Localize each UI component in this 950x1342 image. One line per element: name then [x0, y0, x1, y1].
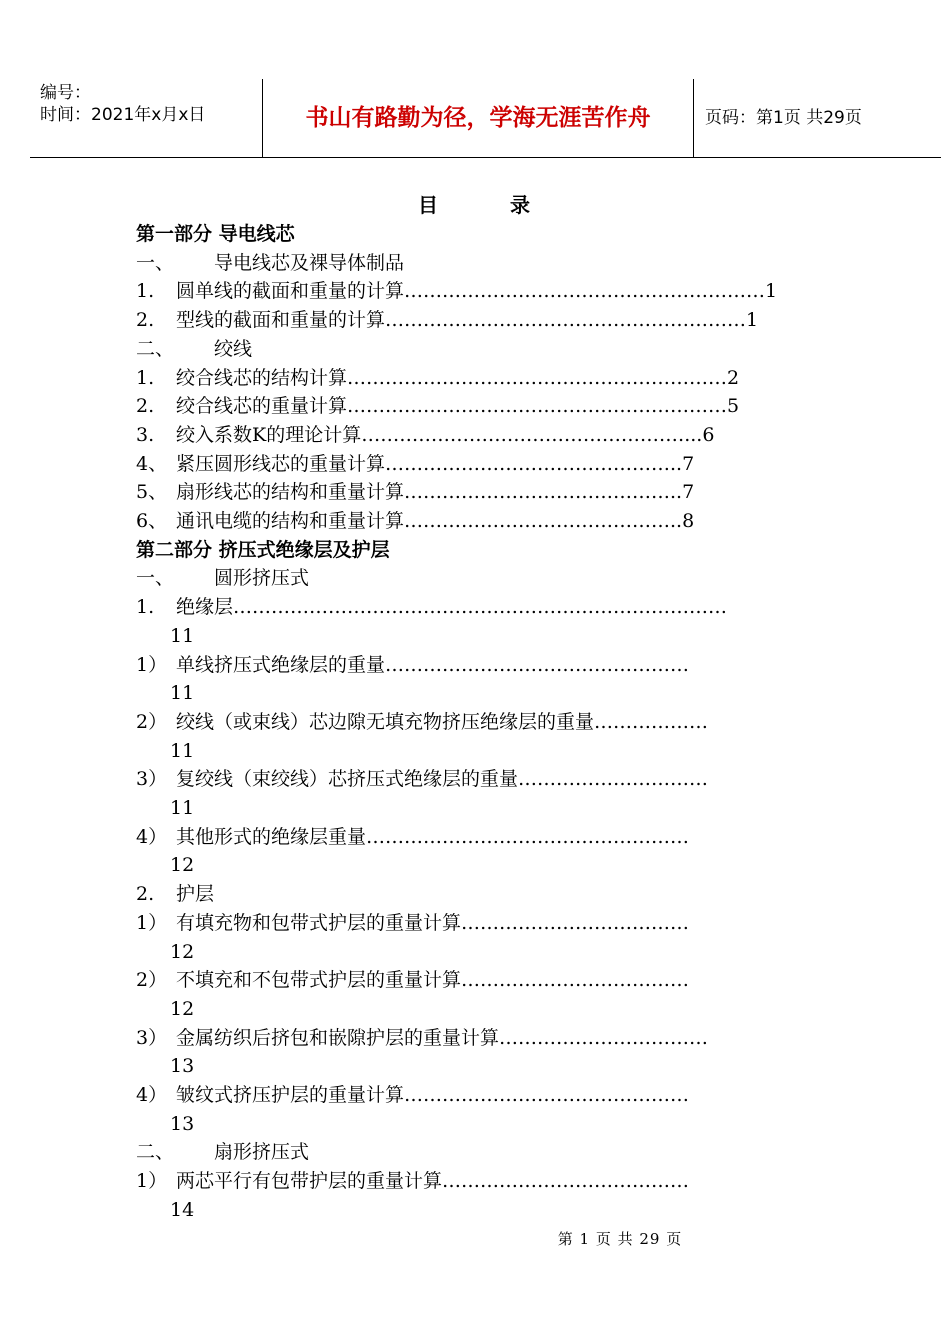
toc-row-number: 二、	[136, 337, 175, 360]
toc-row-number: 1.	[136, 280, 155, 303]
header-mid-cell	[262, 79, 694, 157]
toc-row-number: 1.	[136, 596, 155, 619]
toc-row-text: 绞合线芯的重量计算……………………………………………………5	[176, 395, 740, 418]
toc-row-page: 12	[170, 997, 195, 1020]
toc-row-text: 圆形挤压式	[214, 567, 310, 590]
toc-row-number: 1）	[136, 653, 168, 676]
toc-row-text: 第二部分 挤压式绝缘层及护层	[136, 538, 390, 561]
toc-row	[136, 306, 836, 335]
toc-row-text: 绝缘层……………………………………………………………………	[176, 596, 728, 619]
toc-row	[136, 823, 836, 852]
toc-row-number: 一、	[136, 251, 175, 274]
toc-row-page: 14	[170, 1198, 195, 1221]
page-info: 页码：第1页 共29页	[705, 108, 862, 128]
toc-row-text: 绞线（或束线）芯边隙无填充物挤压绝缘层的重量………………	[176, 710, 709, 733]
toc-row-text: 导电线芯及裸导体制品	[214, 251, 405, 274]
toc-row-number: 4）	[136, 825, 168, 848]
toc-row-text: 通讯电缆的结构和重量计算……………………………………..8	[176, 510, 695, 532]
toc-row-number: 6、	[136, 510, 168, 532]
toc-row	[136, 708, 836, 737]
toc-row	[136, 1138, 836, 1167]
toc-row-number: 2）	[136, 710, 168, 733]
toc-row-text: 有填充物和包带式护层的重量计算………………………………	[176, 911, 690, 934]
toc-title-right: 录	[510, 193, 532, 217]
toc-row-text: 扇形线芯的结构和重量计算……………………………………..7	[176, 481, 695, 504]
toc-row-page: 11	[170, 682, 195, 705]
toc-row-number: 5、	[136, 481, 168, 504]
header-left-cell	[30, 79, 262, 157]
code-label: 编号：	[40, 83, 91, 103]
toc-row	[136, 277, 836, 306]
toc-row-text: 两芯平行有包带护层的重量计算…………………………………	[176, 1170, 690, 1193]
toc-row	[136, 220, 836, 249]
toc-row	[136, 335, 836, 364]
toc-row	[136, 1167, 836, 1196]
document-header	[30, 79, 941, 158]
toc-row	[136, 364, 836, 393]
toc-row-number: 2）	[136, 969, 168, 992]
toc-row-text: 金属纺织后挤包和嵌隙护层的重量计算……………………………	[176, 1026, 709, 1049]
toc-row	[136, 909, 836, 938]
toc-row-text: 第一部分 导电线芯	[136, 223, 295, 245]
toc-row	[136, 536, 836, 565]
time-label: 时间：2021年x月x日	[40, 105, 206, 125]
toc-row	[136, 392, 836, 421]
toc-row-number: 2.	[136, 883, 155, 906]
toc-row-page: 13	[170, 1055, 195, 1078]
toc-row-number: 2.	[136, 395, 155, 418]
toc-row-number: 一、	[136, 567, 175, 590]
toc-row-text: 型线的截面和重量的计算…………………………………………………1	[176, 309, 759, 332]
toc-row	[136, 880, 836, 909]
toc-row-text: 绞入系数K的理论计算……………………………………………...6	[176, 423, 715, 446]
toc-row-page: 12	[170, 940, 195, 963]
toc-row-page: 11	[170, 624, 195, 647]
toc-row	[136, 564, 836, 593]
toc-row-number: 4）	[136, 1084, 168, 1106]
toc-row-number: 1）	[136, 1170, 168, 1193]
toc-row	[136, 593, 836, 622]
motto: 书山有路勤为径，学海无涯苦作舟	[305, 105, 651, 131]
toc-row-number: 3.	[136, 423, 155, 446]
toc-row-number: 3）	[136, 768, 168, 791]
toc-row-page: 11	[170, 739, 195, 762]
toc-row-text: 紧压圆形线芯的重量计算………………………………………..7	[176, 452, 695, 475]
toc-row-page: 13	[170, 1112, 195, 1135]
toc-title	[0, 191, 950, 219]
toc-row-text: 其他形式的绝缘层重量……………………………………………	[176, 825, 690, 848]
toc-row-number: 二、	[136, 1141, 175, 1164]
toc-row-text: 圆单线的截面和重量的计算…………………………………………………1	[176, 280, 778, 303]
toc-row-page: 11	[170, 797, 195, 819]
toc-row	[136, 478, 836, 507]
toc-row-number: 3）	[136, 1026, 168, 1049]
header-right-cell	[693, 79, 941, 157]
toc-row-text: 绞线	[214, 337, 253, 360]
toc-row	[136, 966, 836, 995]
toc-row	[136, 651, 836, 680]
toc-row	[136, 421, 836, 450]
toc-row-text: 护层	[176, 883, 215, 906]
toc-row	[136, 765, 836, 794]
toc-row-text: 不填充和不包带式护层的重量计算………………………………	[176, 969, 690, 992]
toc-title-left: 目	[418, 193, 440, 217]
toc-row-text: 绞合线芯的结构计算……………………………………………………2	[176, 366, 740, 389]
toc-row	[136, 1081, 836, 1110]
toc-row-text: 扇形挤压式	[214, 1141, 310, 1164]
toc-row	[136, 450, 836, 479]
toc-row-number: 2.	[136, 309, 155, 332]
toc-row	[136, 249, 836, 278]
toc-row	[136, 507, 836, 536]
toc-row-number: 1.	[136, 366, 155, 389]
toc-row-number: 4、	[136, 452, 168, 475]
toc-row-text: 皱纹式挤压护层的重量计算………………………………………	[176, 1084, 690, 1106]
toc-row-page: 12	[170, 854, 195, 877]
page-footer: 第 1 页 共 29 页	[557, 1230, 683, 1248]
toc-row-number: 1）	[136, 911, 168, 934]
toc-row-text: 复绞线（束绞线）芯挤压式绝缘层的重量…………………………	[176, 768, 709, 791]
toc-row-text: 单线挤压式绝缘层的重量…………………………………………	[176, 653, 690, 676]
toc-row	[136, 1024, 836, 1053]
